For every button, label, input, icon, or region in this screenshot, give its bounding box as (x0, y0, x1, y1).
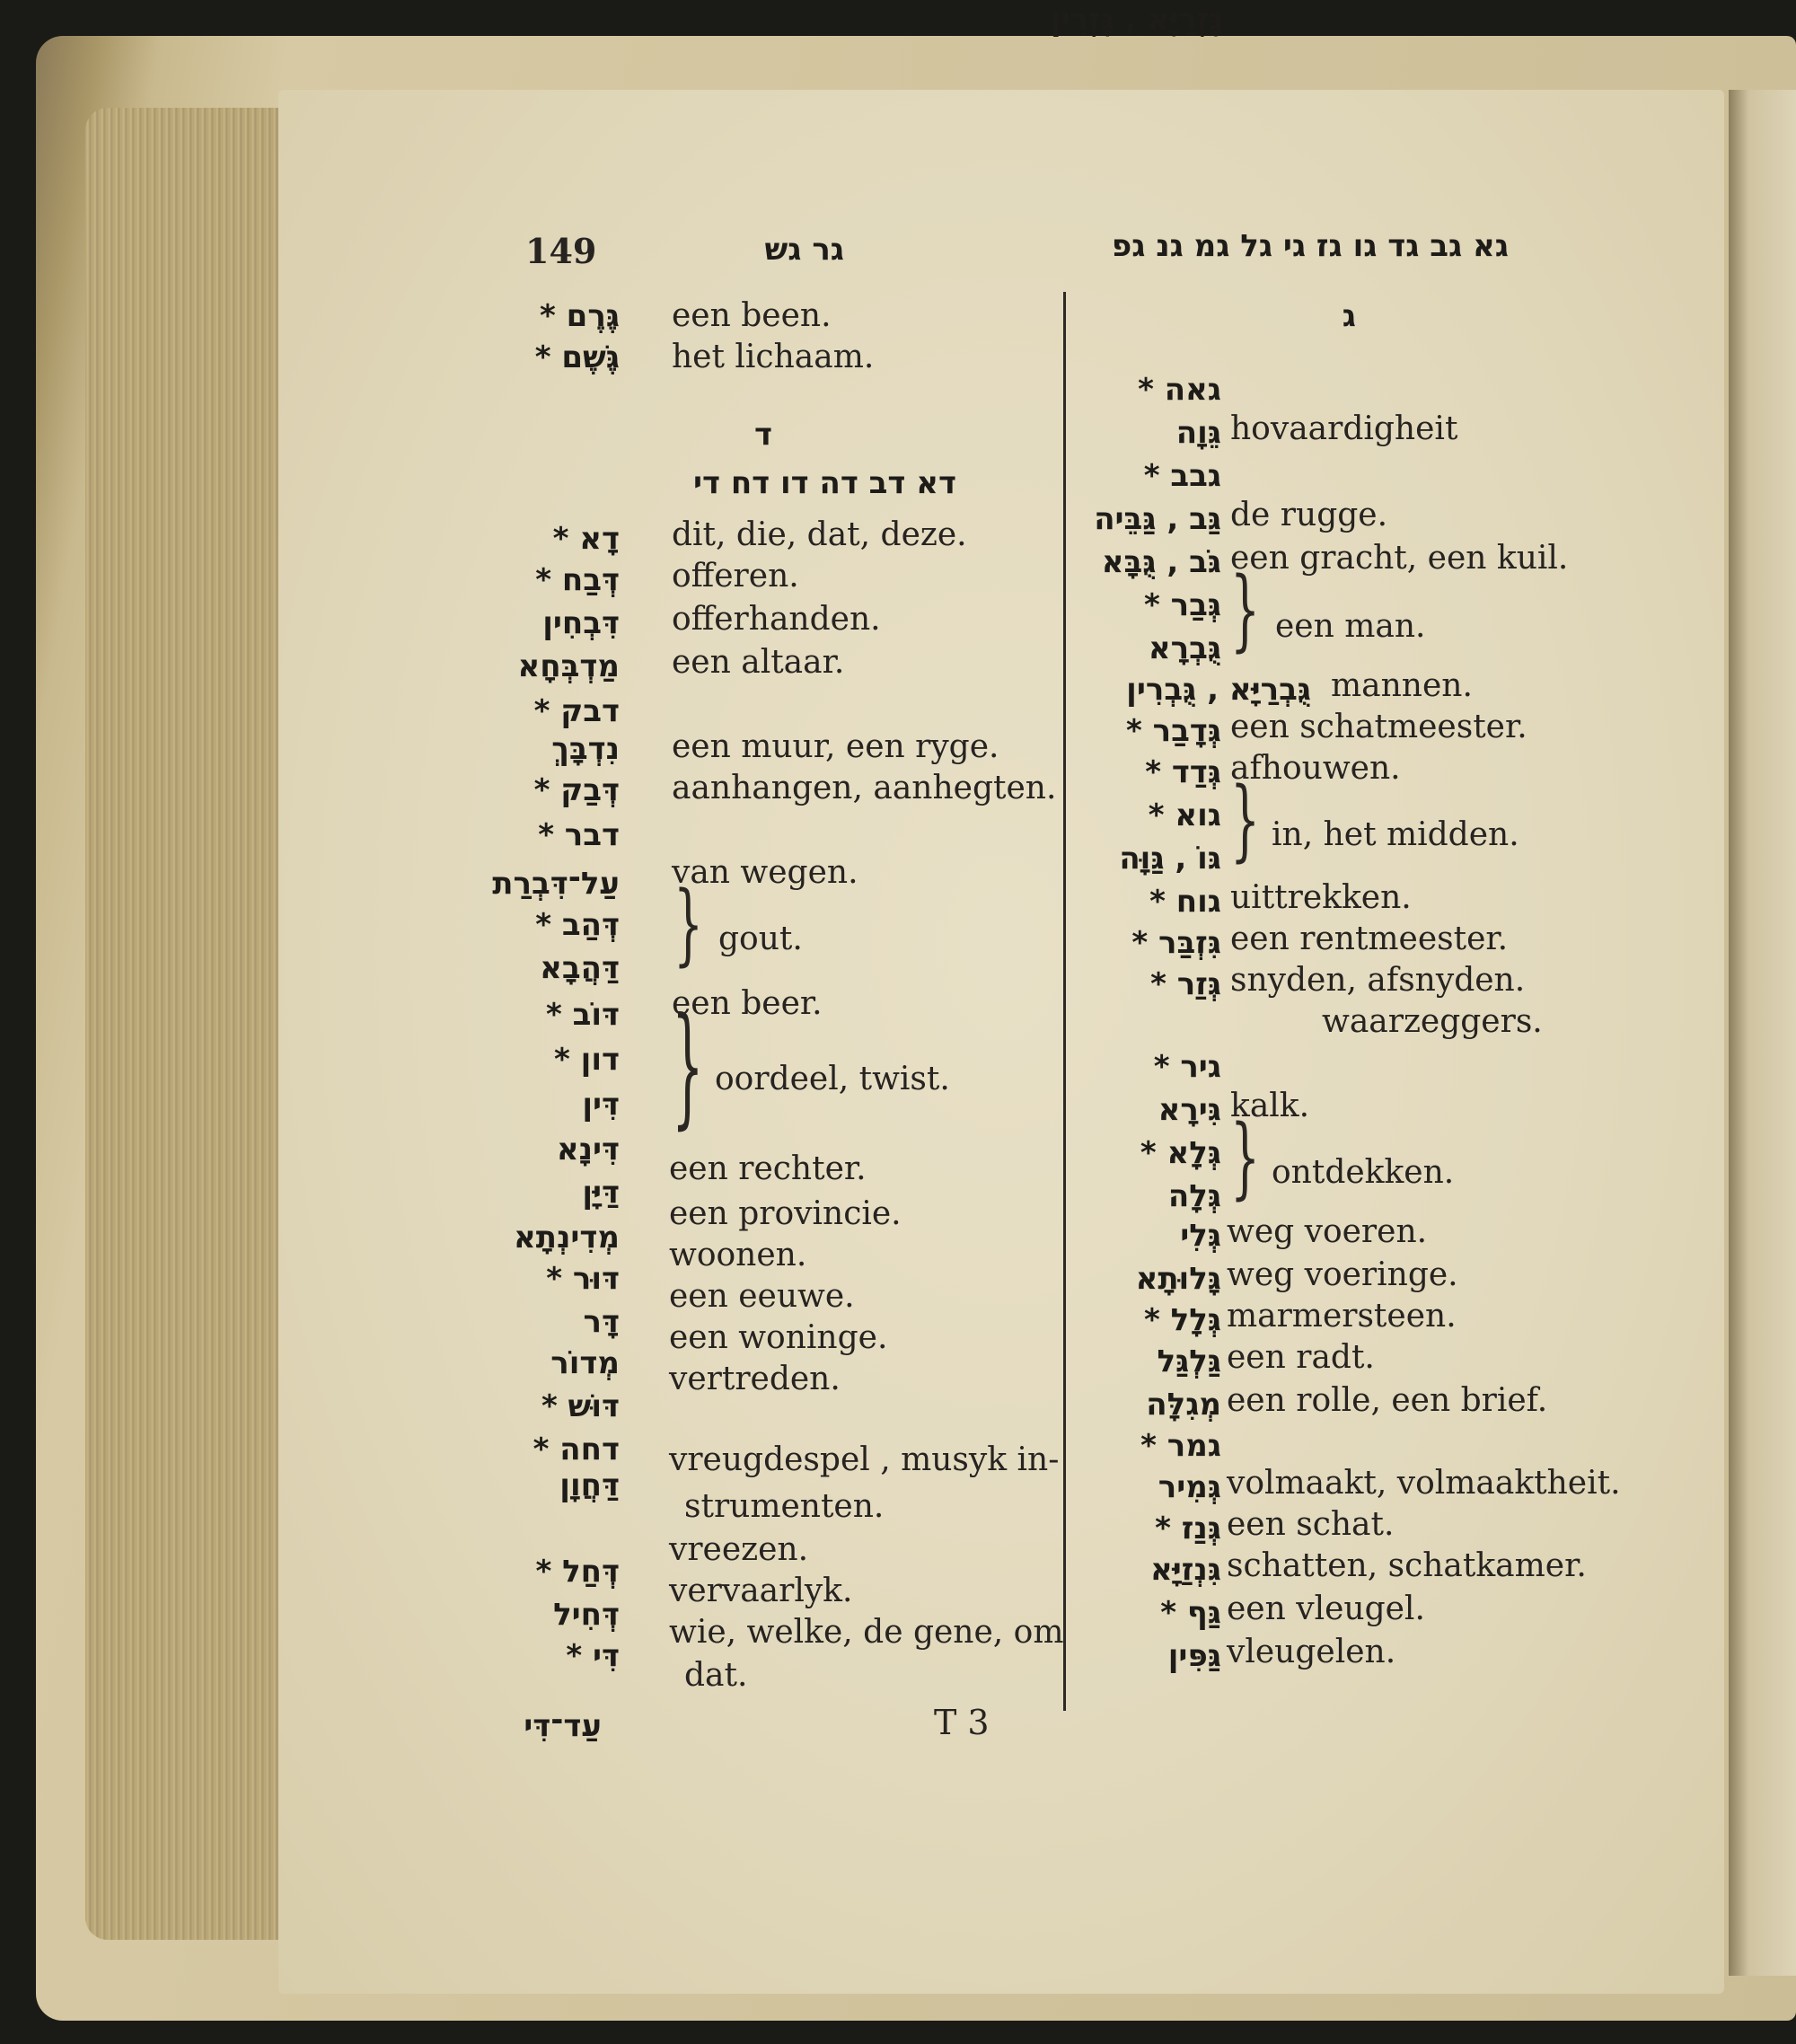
brace-label: oordeel, twist. (715, 1061, 950, 1097)
left-gloss: een altaar. (672, 644, 845, 681)
right-hebrew: גְּדָבַר * (1125, 713, 1221, 749)
left-gloss: van wegen. (672, 854, 858, 891)
brace-icon: } (674, 874, 704, 976)
right-gloss: een vleugel. (1227, 1590, 1425, 1627)
right-gloss: een rentmeester. (1230, 921, 1509, 957)
right-hebrew: גְּלָל * (1144, 1302, 1221, 1338)
brace-label: ontdekken. (1272, 1154, 1455, 1191)
left-gloss-continuation: dat. (684, 1657, 748, 1694)
right-gloss: afhouwen. (1230, 750, 1401, 787)
right-gloss: snyden, afsnyden. (1230, 962, 1526, 999)
left-hebrew: דַּיָּן (582, 1175, 620, 1211)
left-gloss: een rechter. (669, 1150, 867, 1187)
left-hebrew: דון * (554, 1042, 620, 1078)
right-hebrew: גַּף * (1160, 1595, 1221, 1631)
right-hebrew: גוא * (1148, 797, 1221, 833)
left-hebrew: דְּהַב * (535, 907, 620, 943)
right-gloss: de rugge. (1230, 497, 1388, 533)
right-hebrew: גְּלָה (1167, 1178, 1221, 1214)
left-hebrew: דָּר (583, 1304, 620, 1340)
left-hebrew: דַּהֲבָא (540, 950, 620, 986)
left-hebrew: דָא * (552, 521, 620, 557)
right-hebrew: גָּלוּתָא (1135, 1261, 1221, 1297)
page-number: 149 (525, 231, 597, 271)
right-hebrew: גִּזְבַּר * (1131, 925, 1221, 961)
right-hebrew: גֵּוָה (1175, 415, 1221, 451)
right-gloss: waarzeggers. (1322, 1003, 1543, 1040)
right-gloss: marmersteen. (1227, 1298, 1457, 1335)
right-hebrew: גֻּבְרָא (1148, 630, 1221, 666)
left-hebrew: גֶּרֶם * (540, 298, 620, 334)
left-gloss: een beer. (672, 985, 823, 1022)
left-hebrew: דִּינָא (556, 1132, 620, 1167)
facing-page-edge (1729, 90, 1796, 1976)
left-hebrew: עַל־דִּבְרַת (492, 866, 620, 902)
left-hebrew: נִדְבָּךְ (551, 731, 620, 767)
right-hebrew: גְּבַר * (1143, 587, 1221, 623)
right-hebrew: גַּב , גַּבֵּיה (1094, 501, 1221, 537)
right-gloss: weg voeringe. (1227, 1256, 1458, 1293)
left-hebrew: מְדוֹר (550, 1345, 620, 1381)
left-gloss: woonen. (669, 1237, 807, 1273)
left-gloss: vervaarlyk. (669, 1573, 853, 1609)
right-hebrew: גְּנַז * (1155, 1511, 1221, 1546)
column-divider (1063, 292, 1066, 1711)
left-running-head: גר גש (764, 232, 844, 268)
left-hebrew: מַדְבְּחָא (517, 648, 620, 684)
left-hebrew: דבק * (533, 693, 620, 729)
right-hebrew: גְּזַר * (1150, 966, 1221, 1002)
right-hebrew: גְּמִיר (1158, 1469, 1221, 1505)
right-hebrew: גִּנְזַיָּא (1150, 1552, 1221, 1588)
left-hebrew: דּוֹב * (545, 997, 620, 1033)
left-hebrew: גֶּשֶׁם * (534, 339, 620, 375)
right-hebrew: מְגִלָּה (1146, 1387, 1221, 1423)
left-gloss: vreezen. (669, 1531, 809, 1568)
left-hebrew: דַּחֲוָן (559, 1467, 620, 1503)
right-hebrew: גַּפִּין (1167, 1638, 1221, 1674)
right-gloss: een schat. (1227, 1506, 1395, 1543)
left-gloss: offerhanden. (672, 601, 881, 638)
right-hebrew: גאה * (1138, 372, 1221, 408)
right-gloss: een radt. (1227, 1339, 1375, 1376)
brace-icon: } (1230, 1107, 1261, 1210)
page-block-edge (85, 108, 292, 1940)
right-hebrew: גִּירָא (1158, 1092, 1221, 1128)
left-hebrew: דְּחַל * (535, 1554, 620, 1590)
left-hebrew: דְּבַק * (533, 772, 620, 808)
right-hebrew: גמר * (1140, 1428, 1221, 1464)
brace-icon: } (672, 991, 704, 1143)
right-gloss: weg voeren. (1227, 1213, 1428, 1250)
left-gloss: een been. (672, 297, 832, 334)
right-running-head: גא גב גד גו גז גי גל גמ גנ גפ (1111, 228, 1509, 264)
left-hebrew: דְּחִיל (553, 1597, 620, 1633)
left-gloss: een woninge. (669, 1319, 888, 1356)
right-gloss: een rolle, een brief. (1227, 1382, 1548, 1419)
right-gloss: kalk. (1230, 1088, 1310, 1124)
brace-label: gout. (718, 921, 803, 957)
right-hebrew: גָּזְרַיָּא , גָּזְרִין (1051, 2, 1223, 38)
left-hebrew: דִּבְחִין (542, 605, 620, 641)
right-hebrew: גְּלִי (1180, 1218, 1221, 1254)
right-hebrew: גּוֹ , גַּוָּה (1119, 841, 1221, 877)
signature-mark: T 3 (934, 1703, 990, 1742)
left-gloss-continuation: strumenten. (684, 1488, 885, 1525)
right-hebrew: גַּלְגַּל (1157, 1344, 1221, 1379)
catchword: עַד־דִּי (524, 1708, 602, 1744)
left-hebrew: דִּין (582, 1087, 620, 1123)
section-letter: ג (1342, 298, 1356, 334)
right-gloss: uittrekken. (1230, 879, 1412, 916)
left-gloss: het lichaam. (672, 339, 875, 375)
brace-icon: } (1230, 559, 1261, 662)
left-hebrew: דִּי * (566, 1638, 620, 1674)
right-hebrew: גְּדַד * (1145, 754, 1221, 790)
brace-label: een man. (1275, 608, 1426, 645)
left-hebrew: דחה * (533, 1432, 620, 1467)
left-gloss: een muur, een ryge. (672, 728, 999, 765)
left-gloss: aanhangen, aanhegten. (672, 770, 1057, 806)
section-letter: ד (754, 417, 772, 453)
left-gloss: offeren. (672, 558, 799, 595)
left-gloss: een provincie. (669, 1195, 902, 1232)
right-hebrew: גֻּבְרַיָּא , גֻּבְרִין (1126, 672, 1311, 708)
right-hebrew: גוח * (1149, 884, 1221, 920)
left-hebrew: מְדִינְתָא (514, 1220, 620, 1255)
left-gloss: een eeuwe. (669, 1278, 855, 1315)
right-gloss: een schatmeester. (1230, 709, 1527, 745)
right-gloss: mannen. (1331, 667, 1473, 704)
right-hebrew: גיר * (1153, 1049, 1221, 1085)
right-gloss: vleugelen. (1227, 1634, 1396, 1670)
left-hebrew: דְּבַח * (535, 562, 620, 598)
right-hebrew: גְּלָא * (1140, 1135, 1221, 1171)
left-gloss: vreugdespel , musyk in- (669, 1441, 1060, 1478)
right-gloss: hovaardigheit (1230, 410, 1458, 447)
brace-icon: } (1230, 770, 1261, 872)
right-gloss: een gracht, een kuil. (1230, 540, 1569, 577)
left-gloss: wie, welke, de gene, om (669, 1614, 1064, 1651)
left-hebrew: דבר * (538, 817, 620, 853)
left-hebrew: דּוּר * (546, 1261, 620, 1297)
right-hebrew: גֹּב , גֻּבָּא (1101, 544, 1221, 580)
left-hebrew: דּוּשׁ * (541, 1388, 620, 1424)
right-hebrew: גבב * (1143, 458, 1221, 494)
left-gloss: dit, die, dat, deze. (672, 516, 967, 553)
left-gloss: vertreden. (669, 1361, 841, 1397)
section-heading: דא דב דה דו דח די (692, 465, 956, 501)
right-gloss: schatten, schatkamer. (1227, 1547, 1587, 1584)
right-gloss: volmaakt, volmaaktheit. (1227, 1465, 1621, 1502)
brace-label: in, het midden. (1272, 816, 1519, 853)
